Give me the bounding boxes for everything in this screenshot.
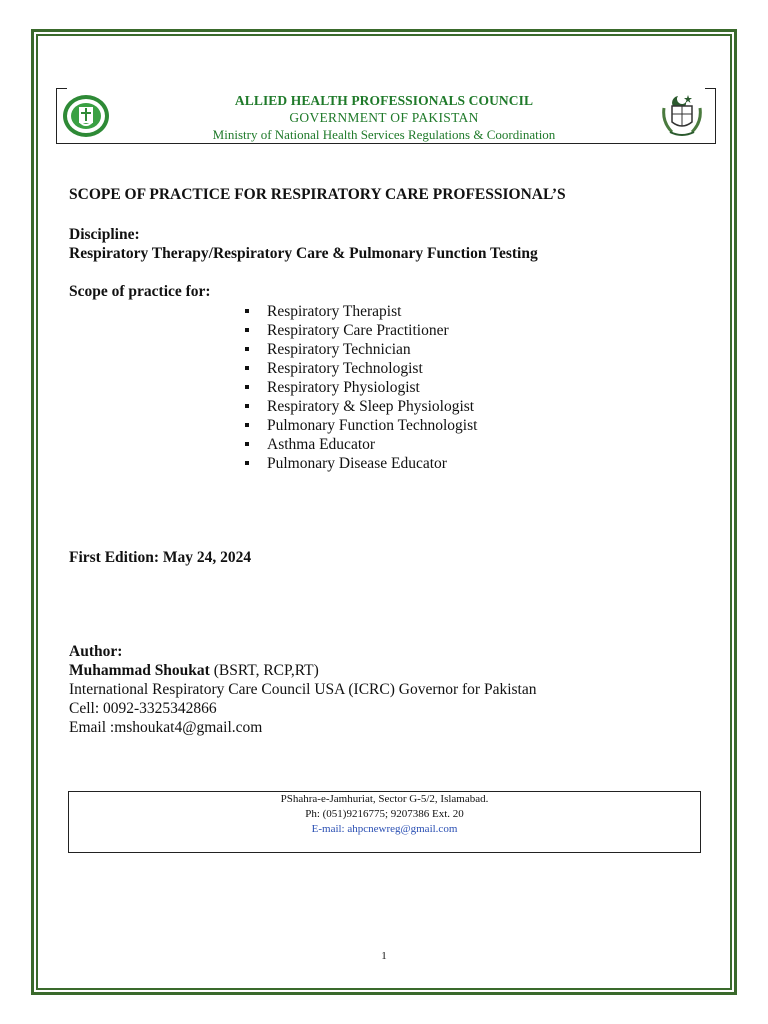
list-item: Respiratory & Sleep Physiologist — [240, 397, 477, 416]
bullet-icon — [245, 347, 249, 351]
author-organization: International Respiratory Care Council USA (ICRC) Governor for Pakistan — [69, 681, 537, 698]
list-item: Respiratory Care Practitioner — [240, 321, 477, 340]
list-item: Respiratory Physiologist — [240, 378, 477, 397]
document-title: SCOPE OF PRACTICE FOR RESPIRATORY CARE PROFESSIONAL’S — [69, 186, 566, 203]
discipline-label: Discipline: — [69, 226, 140, 243]
list-item: Pulmonary Function Technologist — [240, 416, 477, 435]
list-item: Respiratory Therapist — [240, 302, 477, 321]
scope-label: Scope of practice for: — [69, 283, 211, 300]
ministry-name: Ministry of National Health Services Regulations & Coordination — [212, 127, 556, 142]
bullet-icon — [245, 404, 249, 408]
list-item: Respiratory Technician — [240, 340, 477, 359]
footer-email-link[interactable]: E-mail: ahpcnewreg@gmail.com — [311, 823, 458, 835]
author-name-line — [69, 662, 319, 680]
bullet-icon — [245, 309, 249, 313]
bullet-icon — [245, 461, 249, 465]
author-credentials: (BSRT, RCP,RT) — [209, 662, 319, 679]
author-cell: Cell: 0092-3325342866 — [69, 700, 217, 717]
footer-phone: Ph: (051)9216775; 9207386 Ext. 20 — [305, 808, 464, 820]
bullet-icon — [245, 385, 249, 389]
scope-list — [240, 302, 477, 473]
list-item: Asthma Educator — [240, 435, 477, 454]
bullet-icon — [245, 423, 249, 427]
footer-address: PShahra-e-Jamhuriat, Sector G-5/2, Islamabad. — [280, 793, 489, 805]
bullet-icon — [245, 442, 249, 446]
council-name: ALLIED HEALTH PROFESSIONALS COUNCIL — [234, 93, 534, 108]
author-email: Email :mshoukat4@gmail.com — [69, 719, 263, 736]
list-item: Respiratory Technologist — [240, 359, 477, 378]
edition-date: First Edition: May 24, 2024 — [69, 549, 252, 566]
bullet-icon — [245, 328, 249, 332]
list-item: Pulmonary Disease Educator — [240, 454, 477, 473]
discipline-value: Respiratory Therapy/Respiratory Care & Pulmonary Function Testing — [69, 245, 538, 262]
page-number: 1 — [381, 950, 387, 962]
government-name: GOVERNMENT OF PAKISTAN — [289, 110, 479, 125]
author-name: Muhammad Shoukat — [69, 662, 210, 679]
author-label: Author: — [69, 643, 123, 660]
bullet-icon — [245, 366, 249, 370]
